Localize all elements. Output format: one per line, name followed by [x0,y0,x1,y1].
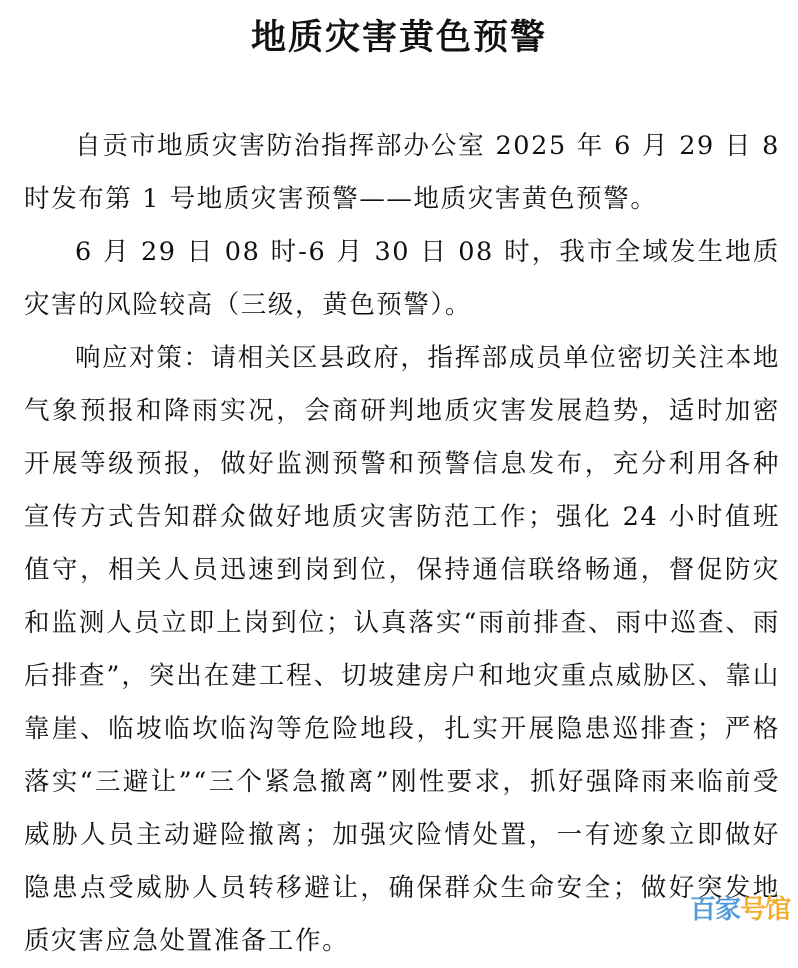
paragraph-issuance: 自贡市地质灾害防治指挥部办公室 2025 年 6 月 29 日 8 时发布第 1 号地质灾害预警——地质灾害黄色预警。 [24,131,780,214]
watermark-logo [690,889,790,926]
document-body [24,120,780,968]
paragraph-response-measures: 响应对策：请相关区县政府，指挥部成员单位密切关注本地气象预报和降雨实况，会商研判地质灾害发展趋势，适时加密开展等级预报，做好监测预警和预警信息发布，充分利用各种宣传方式告知群众做好地质灾害防范工作；强化 24 小时值班值守，相关人员迅速到岗到位，保持通信联络畅通，督促防灾和监测人员立即上岗到位；认真落实“雨前排查、雨中巡查、雨后排查”，突出在建工程、切坡建房户和地灾重点威胁区、靠山靠崖、临坡临坎临沟等危险地段，扎实开展隐患巡排查；严格落实“三避让”“三个紧急撤离”刚性要求，抓好强降雨来临前受威胁人员主动避险撤离；加强灾险情处置，一有迹象立即做好隐患点受威胁人员转移避让，确保群众生命安全；做好突发地质灾害应急处置准备工作。 [24,343,780,956]
paragraph-risk-period: 6 月 29 日 08 时-6 月 30 日 08 时，我市全域发生地质灾害的风险较高（三级，黄色预警）。 [24,237,780,320]
watermark-text-blue: 百家 [689,895,740,925]
document-title: 地质灾害黄色预警 [250,17,547,58]
watermark-text-orange: 号馆 [739,895,790,925]
